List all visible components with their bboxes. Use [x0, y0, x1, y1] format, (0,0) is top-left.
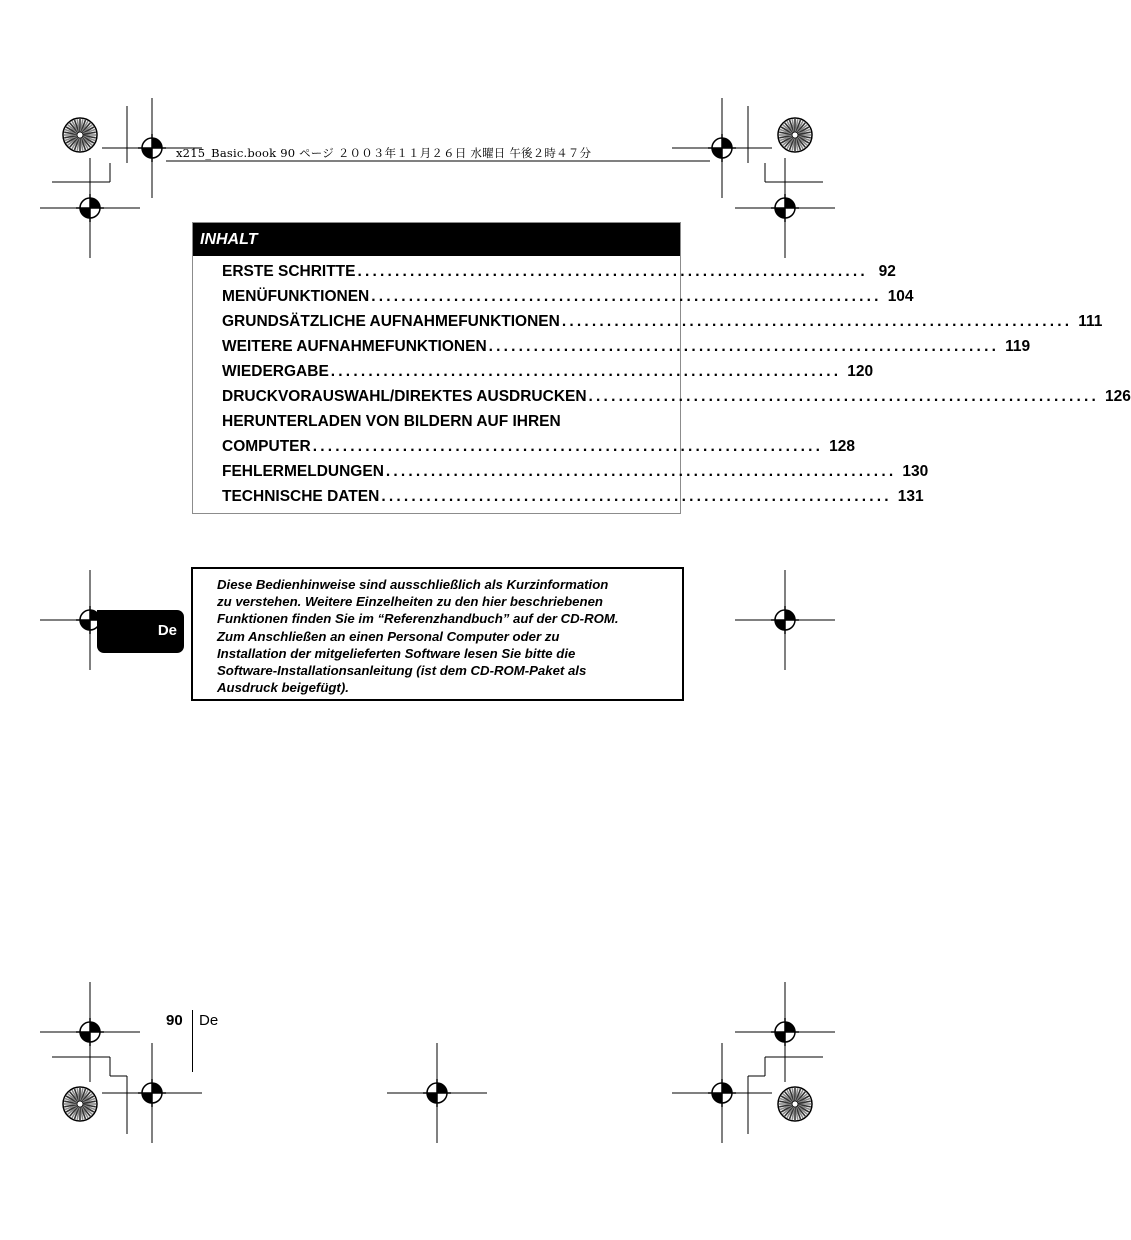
toc-entry-title: DRUCKVORAUSWAHL/DIREKTES AUSDRUCKEN — [222, 388, 587, 405]
toc-entry-title: HERUNTERLADEN VON BILDERN AUF IHREN — [222, 413, 561, 430]
crosshair-mark — [672, 98, 772, 198]
toc-entry-page: 119 — [1005, 338, 1031, 355]
toc-entry-page: 130 — [902, 463, 929, 480]
toc-entry-page: 126 — [1104, 388, 1131, 405]
crosshair-mark — [735, 158, 835, 258]
toc-entry-title: WIEDERGABE — [222, 363, 329, 380]
toc-entry-page: 120 — [847, 363, 874, 380]
crosshair-mark — [735, 570, 835, 670]
toc-entry[interactable] — [222, 409, 660, 434]
crosshair-mark — [40, 158, 140, 258]
toc-entry-page: 131 — [897, 488, 924, 505]
crosshair-mark — [387, 1043, 487, 1143]
toc-entry[interactable] — [222, 334, 1031, 359]
crosshair-mark — [102, 1043, 202, 1143]
color-wheel-mark — [63, 1087, 97, 1121]
crosshair-mark — [672, 1043, 772, 1143]
table-of-contents — [192, 222, 1131, 514]
toc-entry-page: 128 — [829, 438, 856, 455]
toc-entry-title: GRUNDSÄTZLICHE AUFNAHMEFUNKTIONEN — [222, 313, 560, 330]
toc-entry-title: ERSTE SCHRITTE — [222, 263, 356, 280]
toc-entry[interactable] — [222, 484, 924, 509]
color-wheel-mark — [63, 118, 97, 152]
toc-leader-dots: .................................................................... — [312, 438, 824, 455]
note-line: Diese Bedienhinweise sind ausschließlich als Kurzinformation — [217, 577, 609, 592]
note-text — [217, 576, 677, 696]
toc-leader-dots: .................................................................... — [588, 388, 1099, 405]
toc-leader-dots: .................................................................... — [357, 263, 868, 280]
footer-language: De — [199, 1012, 219, 1029]
crosshair-mark — [735, 982, 835, 1082]
toc-entry-page: 92 — [878, 263, 896, 280]
language-tab — [97, 610, 184, 653]
toc-entry[interactable] — [222, 284, 914, 309]
toc-leader-dots: .................................................................... — [371, 288, 882, 305]
print-info-header: x215_Basic.book 90 ページ ２００３年１１月２６日 水曜日 午後２時４７分 — [176, 146, 592, 160]
toc-list — [222, 259, 1131, 509]
crosshair-mark — [40, 982, 140, 1082]
toc-entry-title: FEHLERMELDUNGEN — [222, 463, 384, 480]
toc-entry-title: TECHNISCHE DATEN — [222, 488, 380, 505]
toc-leader-dots: .................................................................... — [561, 313, 1073, 330]
toc-entry[interactable] — [222, 459, 929, 484]
note-line: zu verstehen. Weitere Einzelheiten zu den hier beschriebenen — [217, 594, 603, 610]
toc-entry-title: WEITERE AUFNAHMEFUNKTIONEN — [222, 338, 487, 355]
toc-entry-title: COMPUTER — [222, 438, 311, 455]
toc-entry[interactable] — [222, 309, 1103, 334]
note-box — [191, 567, 684, 701]
toc-entry-page: 111 — [1078, 313, 1103, 330]
toc-leader-dots: .................................................................... — [385, 463, 897, 480]
note-line: Zum Anschließen an einen Personal Computer oder zu — [217, 628, 560, 644]
toc-entry[interactable] — [222, 384, 1131, 409]
toc-entry-title: MENÜFUNKTIONEN — [222, 288, 370, 305]
color-wheel-mark — [778, 118, 812, 152]
note-line: Funktionen finden Sie im “Referenzhandbuch” auf der CD-ROM. — [217, 611, 619, 627]
footer-divider — [192, 1010, 193, 1072]
color-wheel-mark — [778, 1087, 812, 1121]
language-tab-label: De — [157, 622, 177, 639]
toc-leader-dots: .................................................................... — [381, 488, 892, 505]
note-line: Software-Installationsanleitung (ist dem CD-ROM-Paket als — [217, 663, 587, 679]
toc-heading: INHALT — [193, 223, 680, 256]
note-line: Ausdruck beigefügt). — [217, 680, 349, 696]
toc-entry[interactable] — [222, 259, 896, 284]
note-line: Installation der mitgelieferten Software lesen Sie bitte die — [217, 645, 576, 661]
toc-leader-dots: .................................................................... — [488, 338, 1000, 355]
toc-entry[interactable] — [222, 434, 856, 459]
toc-leader-dots: .................................................................... — [330, 363, 842, 380]
toc-entry-page: 104 — [887, 288, 914, 305]
page-number: 90 — [166, 1012, 183, 1029]
toc-entry[interactable] — [222, 359, 874, 384]
